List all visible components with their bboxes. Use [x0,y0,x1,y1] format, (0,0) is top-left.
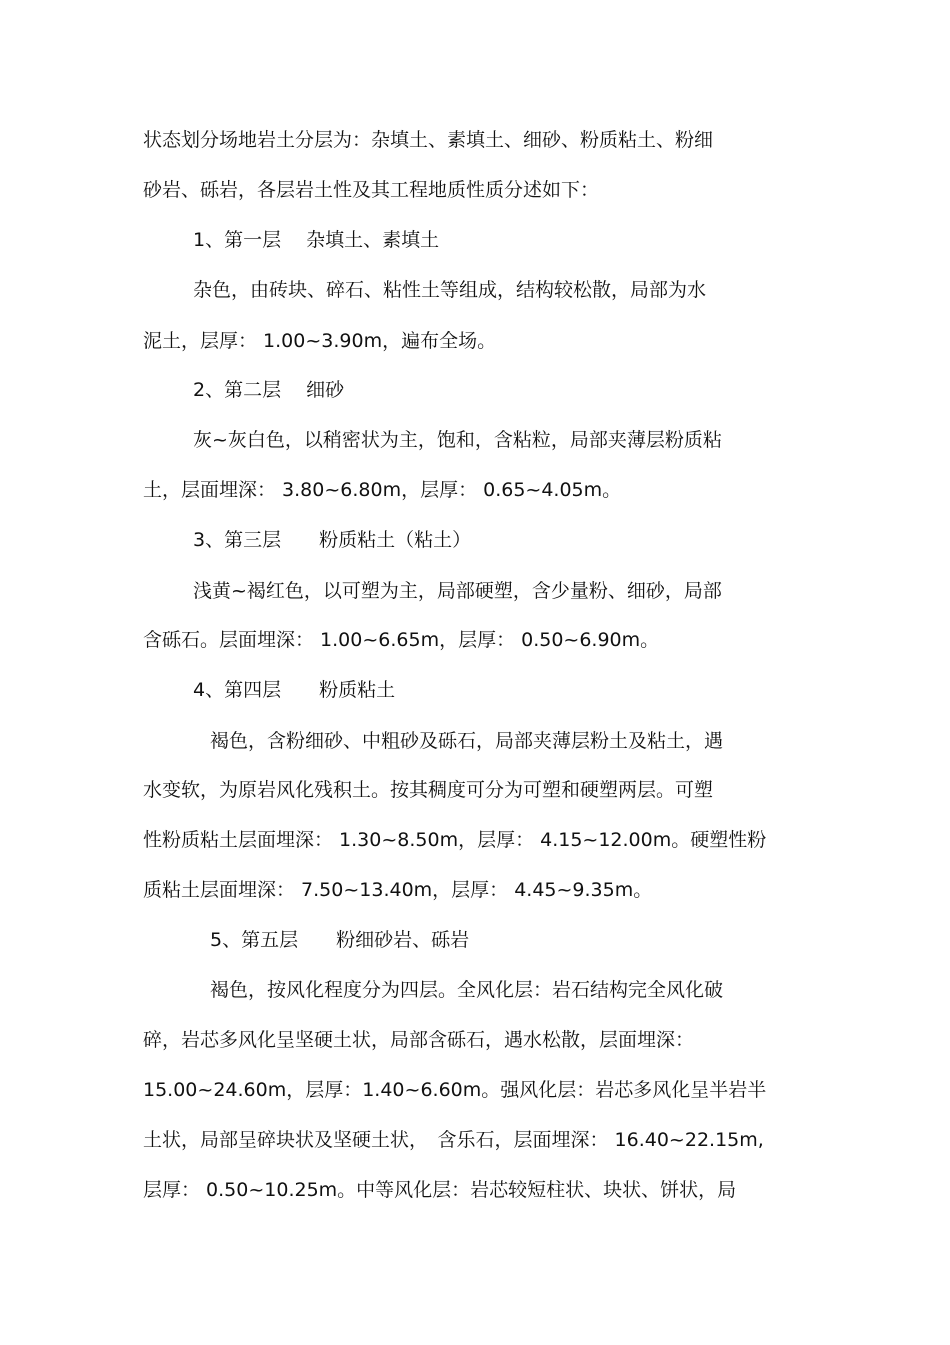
text-line: 砂岩、砾岩，各层岩土性及其工程地质性质分述如下： [143,179,600,201]
text-line: 碎，岩芯多风化呈坚硬土状，局部含砾石，遇水松散，层面埋深： [143,1029,695,1051]
text-line: 性粉质粘土层面埋深： 1.30~8.50m，层厚： 4.15~12.00m。硬塑性粉 [143,829,767,851]
heading-layer-2: 2、第二层 细砂 [193,379,345,401]
heading-layer-5: 5、第五层 粉细砂岩、砾岩 [210,929,470,951]
text-line: 状态划分场地岩土分层为：杂填土、素填土、细砂、粉质粘土、粉细 [143,129,714,151]
text-line: 褐色，含粉细砂、中粗砂及砾石，局部夹薄层粉土及粘土，遇 [210,730,724,752]
text-line: 15.00~24.60m，层厚：1.40~6.60m。强风化层：岩芯多风化呈半岩半 [143,1079,767,1101]
text-line: 泥土，层厚： 1.00~3.90m，遍布全场。 [143,330,497,352]
text-line: 质粘土层面埋深： 7.50~13.40m，层厚： 4.45~9.35m。 [143,879,653,901]
heading-layer-4: 4、第四层 粉质粘土 [193,679,396,701]
text-line: 浅黄~褐红色，以可塑为主，局部硬塑，含少量粉、细砂，局部 [193,580,722,602]
text-line: 含砾石。层面埋深： 1.00~6.65m，层厚： 0.50~6.90m。 [143,629,660,651]
heading-layer-1: 1、第一层 杂填土、素填土 [193,229,440,251]
text-line: 土状，局部呈碎块状及坚硬土状， 含乐石，层面埋深： 16.40~22.15m, [143,1129,764,1151]
text-line: 土，层面埋深： 3.80~6.80m，层厚： 0.65~4.05m。 [143,479,622,501]
text-line: 灰~灰白色，以稍密状为主，饱和，含粘粒，局部夹薄层粉质粘 [193,429,722,451]
text-line: 水变软，为原岩风化残积土。按其稠度可分为可塑和硬塑两层。可塑 [143,779,714,801]
text-line: 杂色，由砖块、碎石、粘性土等组成，结构较松散，局部为水 [193,279,707,301]
heading-layer-3: 3、第三层 粉质粘土（粘土） [193,529,472,551]
text-line: 褐色，按风化程度分为四层。全风化层：岩石结构完全风化破 [210,979,724,1001]
text-line: 层厚： 0.50~10.25m。中等风化层：岩芯较短柱状、块状、饼状，局 [143,1179,737,1201]
